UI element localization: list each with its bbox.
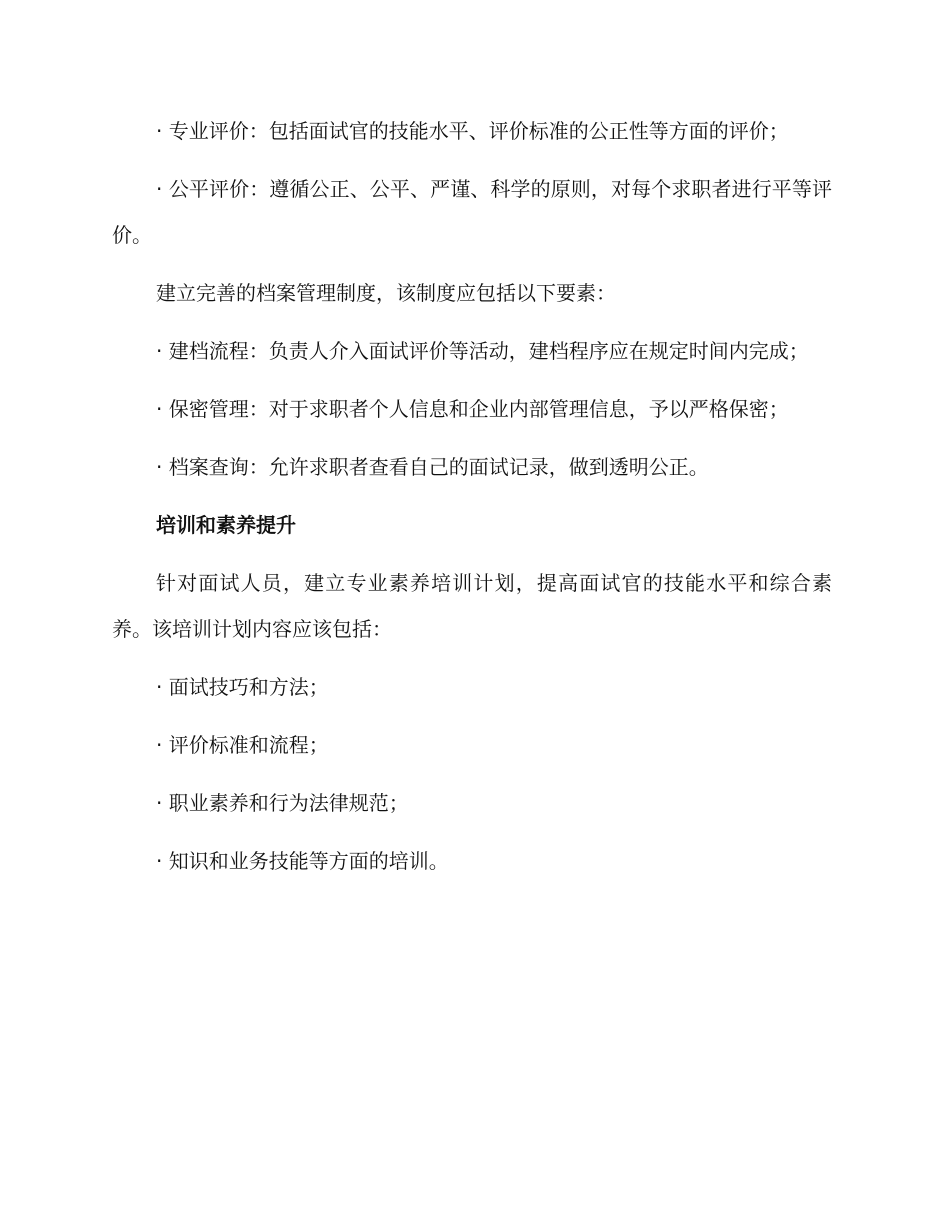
bullet-interview-skills: · 面试技巧和方法； xyxy=(156,675,329,699)
document-body xyxy=(112,108,832,896)
bullet-fair-evaluation: · 公平评价：遵循公正、公平、严谨、科学的原则，对每个求职者进行平等评价。 xyxy=(112,177,832,247)
bullet-professional-evaluation: · 专业评价：包括面试官的技能水平、评价标准的公正性等方面的评价； xyxy=(156,119,789,143)
bullet-confidentiality: · 保密管理：对于求职者个人信息和企业内部管理信息，予以严格保密； xyxy=(156,397,789,421)
archive-system-intro: 建立完善的档案管理制度，该制度应包括以下要素： xyxy=(156,281,616,305)
bullet-archive-process: · 建档流程：负责人介入面试评价等活动，建档程序应在规定时间内完成； xyxy=(156,339,809,363)
bullet-archive-query: · 档案查询：允许求职者查看自己的面试记录，做到透明公正。 xyxy=(156,455,709,479)
section-heading-training: 培训和素养提升 xyxy=(156,513,296,537)
bullet-professional-ethics: · 职业素养和行为法律规范； xyxy=(156,791,409,815)
bullet-knowledge-training: · 知识和业务技能等方面的培训。 xyxy=(156,849,449,873)
training-plan-intro: 针对面试人员，建立专业素养培训计划，提高面试官的技能水平和综合素养。该培训计划内容应该包括： xyxy=(112,571,832,641)
bullet-evaluation-standards: · 评价标准和流程； xyxy=(156,733,329,757)
